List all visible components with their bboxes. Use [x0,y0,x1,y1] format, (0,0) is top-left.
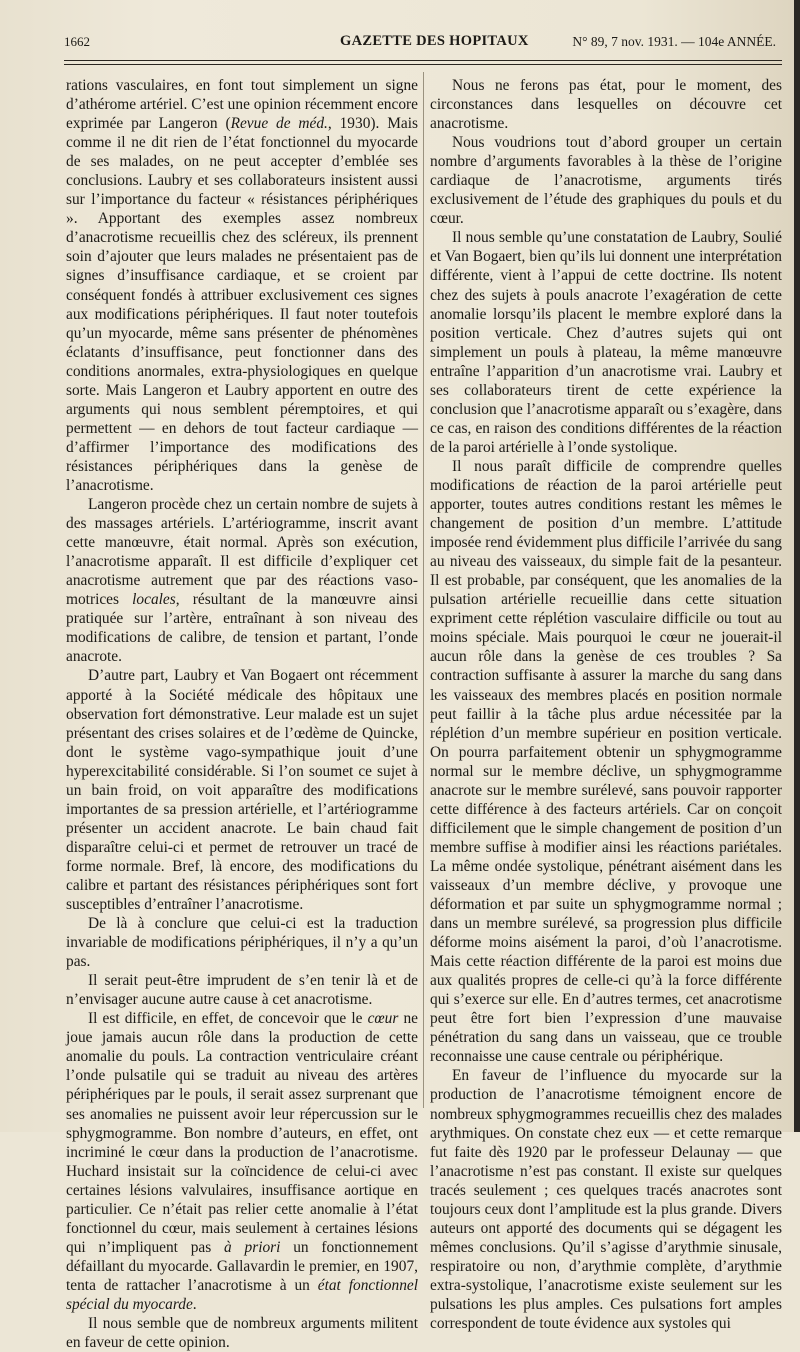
paragraph-text: D’autre part, Laubry et Van Bogaert ont récemment apporté à la Société médicale des hôpitaux une observation fort démonstrative. Leur malade est un sujet présentant des crises solaires et de l’œdème de Quincke, dont le système vago-sympathique jouit d’une hyperexcitabilité considérable. Si l’on soumet ce sujet à un bain froid, on voit apparaître des modifications importantes de sa pression artérielle, et l’artériogramme présenter un accident anacrote. Le bain chaud fait disparaître celui-ci et permet de retrouver un tracé de forme normale. Bref, là encore, des modifications du calibre et partant des résistances périphériques sont fort susceptibles d’entraîner l’anacrotisme. [66,667,418,914]
paragraph [430,228,782,457]
journal-title: GAZETTE DES HOPITAUX [340,33,529,49]
paragraph-text: ne joue jamais aucun rôle dans la production de cette anomalie du pouls. La contraction ventriculaire créant l’onde pulsatile qui se traduit au niveau des artères périphériques par le pouls, il serait assez surprenant que ses anomalies ne puissent avoir leur répercussion sur le sphygmogramme. Bon nombre d’auteurs, en effet, ont incriminé le cœur dans la production de l’anacrotisme. Huchard insistait sur la coïncidence de celui-ci avec certaines lésions valvulaires, insuffisance aortique en particulier. Ce n’était pas relier cette anomalie à l’état fonctionnel du cœur, mais seulement à certaines lésions qui n’impliquent pas [66,1010,418,1256]
paragraph-text: Nous ne ferons pas état, pour le moment, des circonstances dans lesquelles on découvre cet anacrotisme. [430,77,782,133]
paragraph [66,1009,418,1314]
paragraph-text: un fonctionnement défaillant du myocarde. Gallavardin le premier, en 1907, tenta de rattacher l’anacrotisme à un [66,1238,418,1294]
page-number: 1662 [64,34,90,49]
italic-text: cœur [367,1010,399,1028]
paragraph-text: , résultant de la manœuvre ainsi pratiquée sur l’artère, entraînant à son niveau des modifications de calibre, de tension et partant, l’onde anacrote. [66,591,419,666]
paragraph [430,76,782,133]
header-rule-thin [64,64,782,65]
paragraph [430,457,782,1067]
italic-text: locales [132,591,176,609]
paragraph-text: Il serait peut-être imprudent de s’en tenir là et de n’envisager aucune autre cause à cet anacrotisme. [66,972,418,1009]
paragraph [66,76,418,495]
header-rule [64,60,782,61]
page-header [62,32,782,54]
issue-date: N° 89, 7 nov. 1931. — 104e ANNÉE. [572,34,776,49]
italic-text: à priori [224,1238,281,1256]
paragraph-text: , 1930). Mais comme il ne dit rien de l’état fonctionnel du myocarde de ses malades, on ne peut accepter d’emblée ses conclusions. Laubry et ses collaborateurs insistent aussi sur l’importance du facteur « résistances périphériques ». Apportant des exemples assez nombreux d’anacrotisme recueillis chez des scléreux, ils prennent soin d’ajouter que leurs malades ne présentaient pas de signes d’insuffisance cardiaque, et se croient par conséquent fondés à attribuer exclusivement ces signes aux modifications périphériques. Il faut noter toutefois qu’un myocarde, même sans présenter de phénomènes éclatants d’insuffisance, peut fonctionner dans des conditions anormales, extra-physiologiques en quelque sorte. Mais Langeron et Laubry apportent en outre des arguments qui nous semblent péremptoires, et qui permettent — en dehors de tout facteur cardiaque — d’affirmer l’importance des modifications des résistances périphériques dans la genèse de l’anacrotisme. [66,115,418,494]
paragraph [66,666,418,914]
paragraph [66,495,418,666]
paragraph [66,971,418,1009]
paragraph-text: Nous voudrions tout d’abord grouper un certain nombre d’arguments favorables à la thèse de l’origine cardiaque de l’anacrotisme, arguments tirés exclusivement de l’étude des graphiques du pouls et du cœur. [430,134,782,228]
italic-text: Revue de méd. [230,115,328,133]
page-edge-shadow [794,0,800,1132]
paragraph-text: Il nous semble qu’une constatation de Laubry, Soulié et Van Bogaert, bien qu’ils lui donnent une interprétation différente, vient à l’appui de cette doctrine. Ils notent chez des sujets à pouls anacrote l’exagération de cette anomalie lorsqu’ils placent le membre exploré dans la position verticale. Chez d’autres sujets qui ont simplement un pouls à plateau, la même manœuvre entraîne l’apparition d’un anacrotisme vrai. Laubry et ses collaborateurs tirent de cette expérience la conclusion que l’anacrotisme apparaît ou s’exagère, dans ce cas, en raison des conditions différentes de la réaction de la paroi artérielle à l’onde systolique. [430,229,782,456]
paragraph-text: De là à conclure que celui-ci est la traduction invariable de modifications périphériques, il n’y a qu’un pas. [66,915,418,971]
paragraph-text: Il est difficile, en effet, de concevoir que le [88,1010,368,1028]
right-column [430,76,782,1333]
paragraph-text: Il nous paraît difficile de comprendre quelles modifications de réaction de la paroi artérielle peut apporter, toutes autres conditions restant les mêmes le changement de position d’un membre. L’attitude imposée rend évidemment plus difficile l’arrivée du sang au niveau des vaisseaux, du simple fait de la pesanteur. Il est probable, par conséquent, que les anomalies de la pulsation artérielle recueillie dans cette situation expriment cette réplétion vasculaire difficile ou tout au moins spéciale. Mais pourquoi le cœur ne jouerait-il aucun rôle dans la genèse de ces troubles ? Sa contraction suffisante à assurer la marche du sang dans les vaisseaux des membres placés en position normale peut faillir à la tâche plus ardue nécessitée par la réplétion d’un membre supérieur en position verticale. On pourra parfaitement obtenir un sphygmogramme normal sur le membre déclive, un sphygmogramme anacrote sur le membre surélevé, sans pouvoir rapporter cette différence à des facteurs artériels. Car on conçoit difficilement que le simple changement de position d’un membre suffise à modifier ainsi les réactions pariétales. La même ondée systolique, pénétrant aisément dans les vaisseaux d’un membre déclive, y provoque une déformation et par suite un sphygmogramme normal ; dans un membre surélevé, sa progression plus difficile déforme moins aisément la paroi, d’où l’anacrotisme. Mais cette réaction différente de la paroi est moins due aux qualités propres de celle-ci qu’à la force différente qui s’exerce sur elle. En d’autres termes, cet anacrotisme peut être fort bien l’expression d’une mauvaise pénétration du sang dans un vaisseau, que ce trouble reconnaisse une cause centrale ou périphérique. [430,457,782,1066]
paragraph-text: rations vasculaires, en font tout simplement un signe d’athérome artériel. C’est une opinion récemment encore exprimée par Langeron ( [66,77,418,133]
left-column [66,76,418,1352]
paragraph [66,914,418,971]
italic-text: état fonctionnel spécial du myocarde [66,1276,418,1313]
paragraph-text: En faveur de l’influence du myocarde sur la production de l’anacrotisme témoignent encore de nombreux sphygmogrammes recueillis chez des malades arythmiques. On constate chez eux — et cette remarque fut faite dès 1920 par le professeur Delaunay — que l’anacrotisme n’est pas constant. Il existe sur quelques tracés seulement ; ces quelques tracés anacrotes sont toujours ceux dont l’amplitude est la plus grande. Divers auteurs ont apporté des documents qui se dégagent les mêmes conclusions. Qu’il s’agisse d’arythmie sinusale, respiratoire ou non, d’arythmie complète, d’arythmie extra-systolique, l’anacrotisme existe seulement sur les pulsations les plus amples. Ces pulsations fort amples correspondent de toute évidence aux systoles qui [430,1067,782,1333]
paragraph [430,133,782,228]
paragraph-text: Langeron procède chez un certain nombre de sujets à des massages artériels. L’artériogramme, inscrit avant cette manœuvre, était normal. Après son exécution, l’anacrotisme apparaît. Il est difficile d’expliquer cet anacrotisme autrement que par des réactions vaso-motrices [66,496,418,609]
paragraph [66,1314,418,1352]
column-divider [423,72,424,1108]
paragraph-text: Il nous semble que de nombreux arguments militent en faveur de cette opinion. [66,1315,418,1352]
paragraph-text: . [192,1296,197,1313]
paragraph [430,1066,782,1333]
